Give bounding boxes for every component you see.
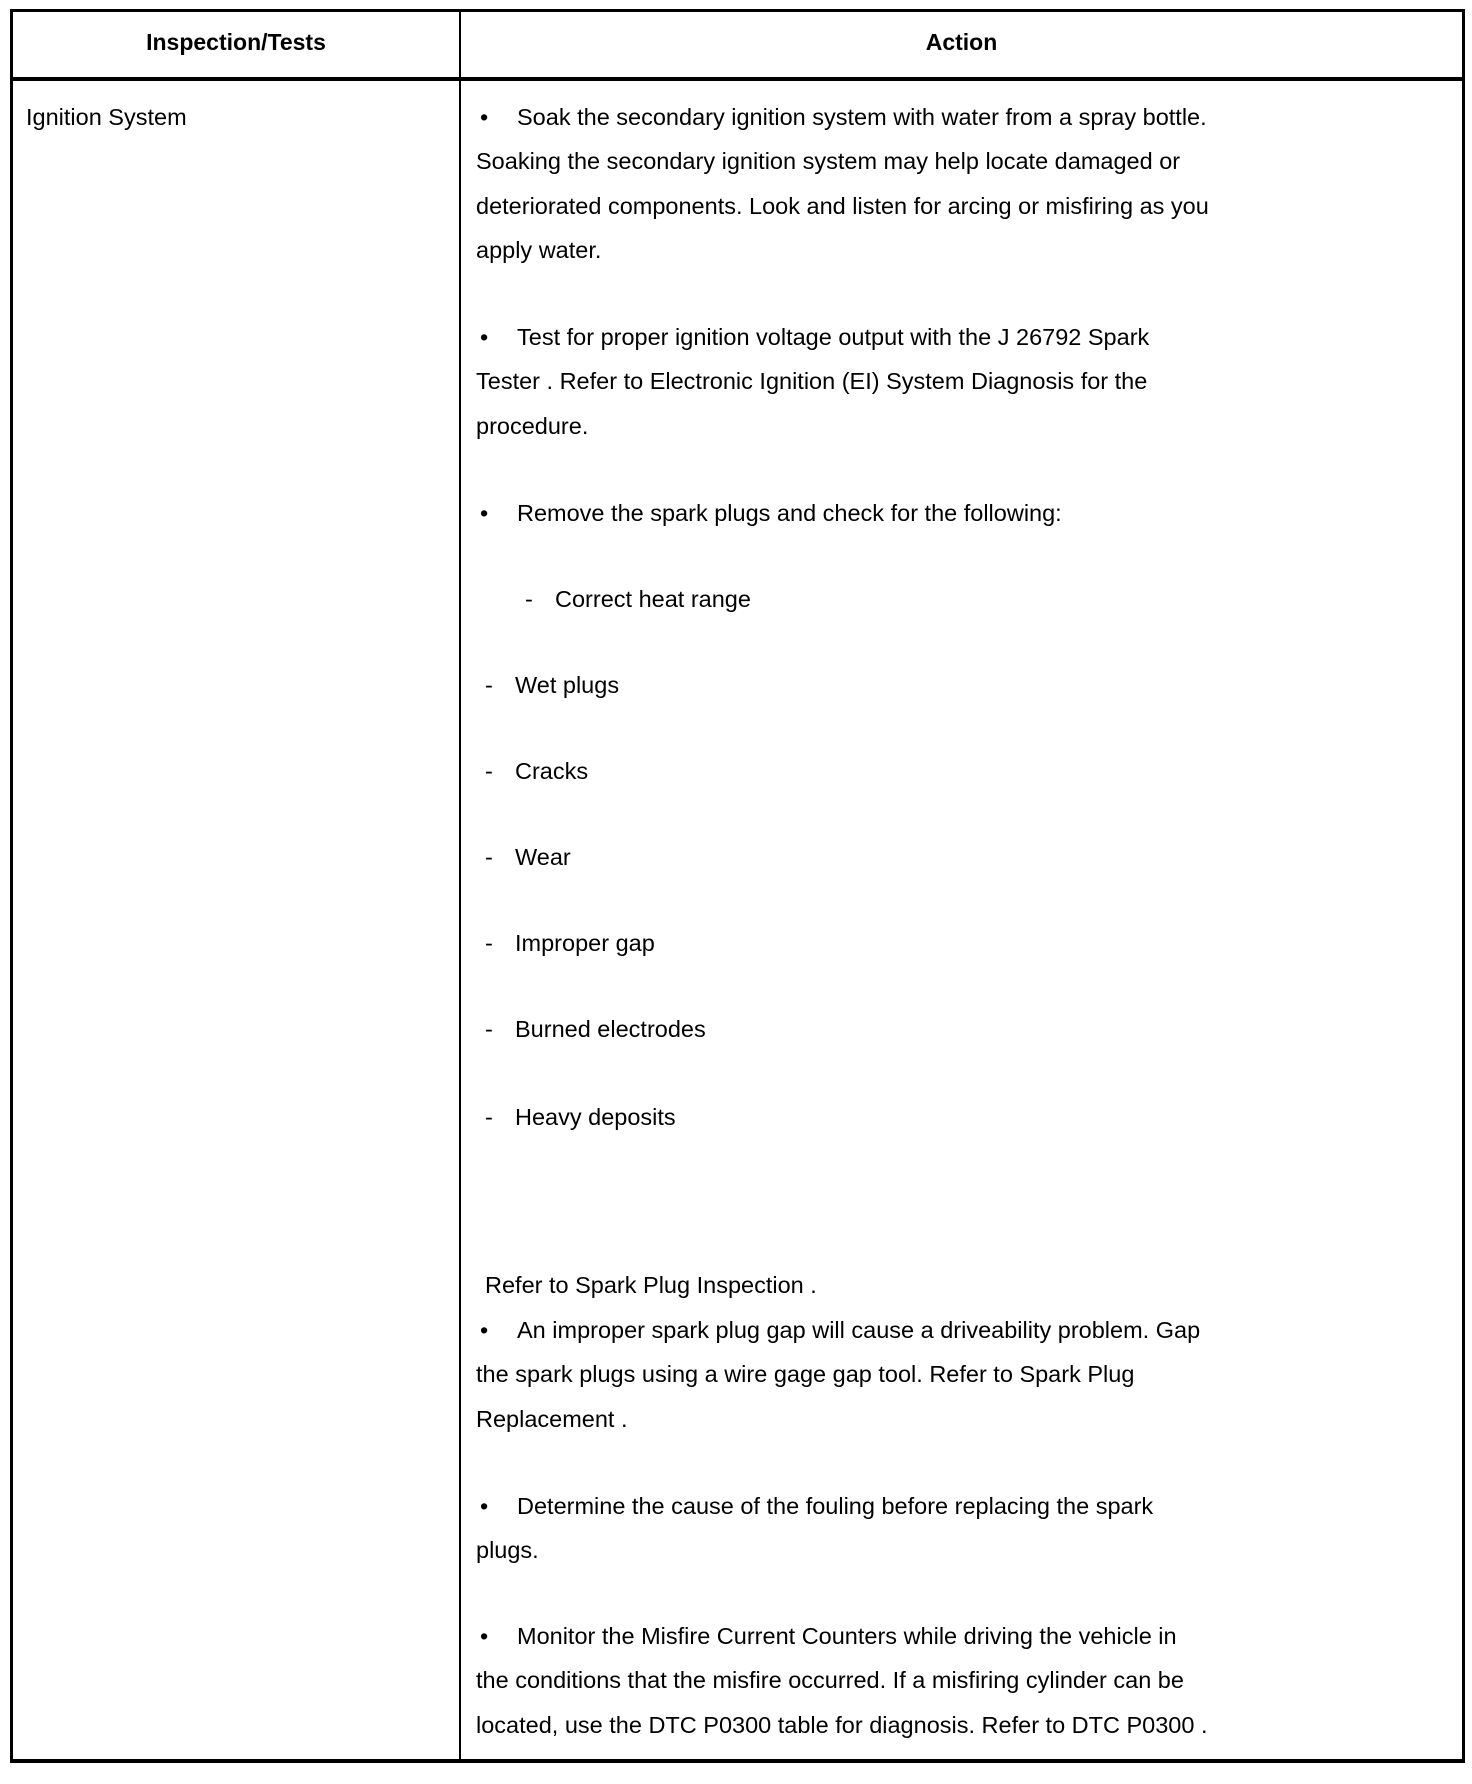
check-item-text: Correct heat range (555, 586, 751, 612)
bullet-text-line: An improper spark plug gap will cause a driveability problem. Gap (517, 1317, 1201, 1343)
bullet-text-line: Monitor the Misfire Current Counters while driving the vehicle in (517, 1623, 1177, 1649)
bullet-text-line: the conditions that the misfire occurred. If a misfiring cylinder can be (476, 1667, 1184, 1694)
check-item (479, 921, 655, 965)
bullet-icon: • (480, 1493, 489, 1519)
check-item (479, 1095, 676, 1139)
header-inspection-tests: Inspection/Tests (146, 29, 326, 55)
action-bullet (476, 1614, 1208, 1747)
bullet-text-line: Soaking the secondary ignition system may help locate damaged or (476, 148, 1181, 175)
bullet-icon: • (480, 104, 489, 130)
check-item (519, 577, 751, 621)
header-divider (10, 77, 1465, 81)
bullet-icon: • (480, 324, 489, 350)
bullet-icon: • (480, 1317, 489, 1343)
check-item-text: Wet plugs (515, 672, 620, 698)
refer-text: Refer to Spark Plug Inspection . (485, 1272, 817, 1298)
refer-spark-plug-inspection (485, 1263, 817, 1307)
column-divider (459, 9, 461, 1763)
bullet-text-line: Determine the cause of the fouling before replacing the spark (517, 1493, 1154, 1519)
check-item-text: Cracks (515, 758, 589, 784)
header-action: Action (925, 29, 998, 55)
dash-icon: - (485, 844, 493, 870)
bullet-text-line: deteriorated components. Look and listen for arcing or misfiring as you (476, 192, 1209, 219)
dash-icon: - (485, 758, 493, 784)
inspection-ignition-system: Ignition System (26, 104, 187, 130)
dash-icon: - (485, 930, 493, 956)
bullet-text-line: apply water. (476, 236, 602, 263)
action-bullet (476, 1484, 1153, 1573)
action-bullet (476, 95, 1209, 272)
action-bullet (476, 491, 1062, 535)
check-item-text: Wear (515, 844, 571, 870)
check-item (479, 749, 588, 793)
dash-icon: - (485, 1016, 493, 1042)
action-bullet (476, 1308, 1200, 1441)
bullet-text-line: Remove the spark plugs and check for the following: (517, 500, 1062, 526)
dash-icon: - (525, 586, 533, 612)
check-item (479, 835, 571, 879)
check-item (479, 663, 619, 707)
bullet-icon: • (480, 500, 489, 526)
bullet-text-line: Replacement . (476, 1405, 628, 1432)
bullet-text-line: Tester . Refer to Electronic Ignition (EI) System Diagnosis for the (476, 368, 1148, 395)
check-item-text: Burned electrodes (515, 1016, 706, 1042)
check-item-text: Heavy deposits (515, 1104, 676, 1130)
check-item-text: Improper gap (515, 930, 655, 956)
bullet-text-line: procedure. (476, 412, 589, 439)
check-item (479, 1007, 706, 1051)
dash-icon: - (485, 672, 493, 698)
bullet-icon: • (480, 1623, 489, 1649)
dash-icon: - (485, 1104, 493, 1130)
bullet-text-line: the spark plugs using a wire gage gap tool. Refer to Spark Plug (476, 1361, 1135, 1388)
bullet-text-line: plugs. (476, 1537, 539, 1564)
bullet-text-line: Soak the secondary ignition system with water from a spray bottle. (517, 104, 1207, 130)
bullet-text-line: located, use the DTC P0300 table for diagnosis. Refer to DTC P0300 . (476, 1711, 1208, 1738)
bullet-text-line: Test for proper ignition voltage output with the J 26792 Spark (517, 324, 1150, 350)
action-bullet (476, 315, 1149, 448)
